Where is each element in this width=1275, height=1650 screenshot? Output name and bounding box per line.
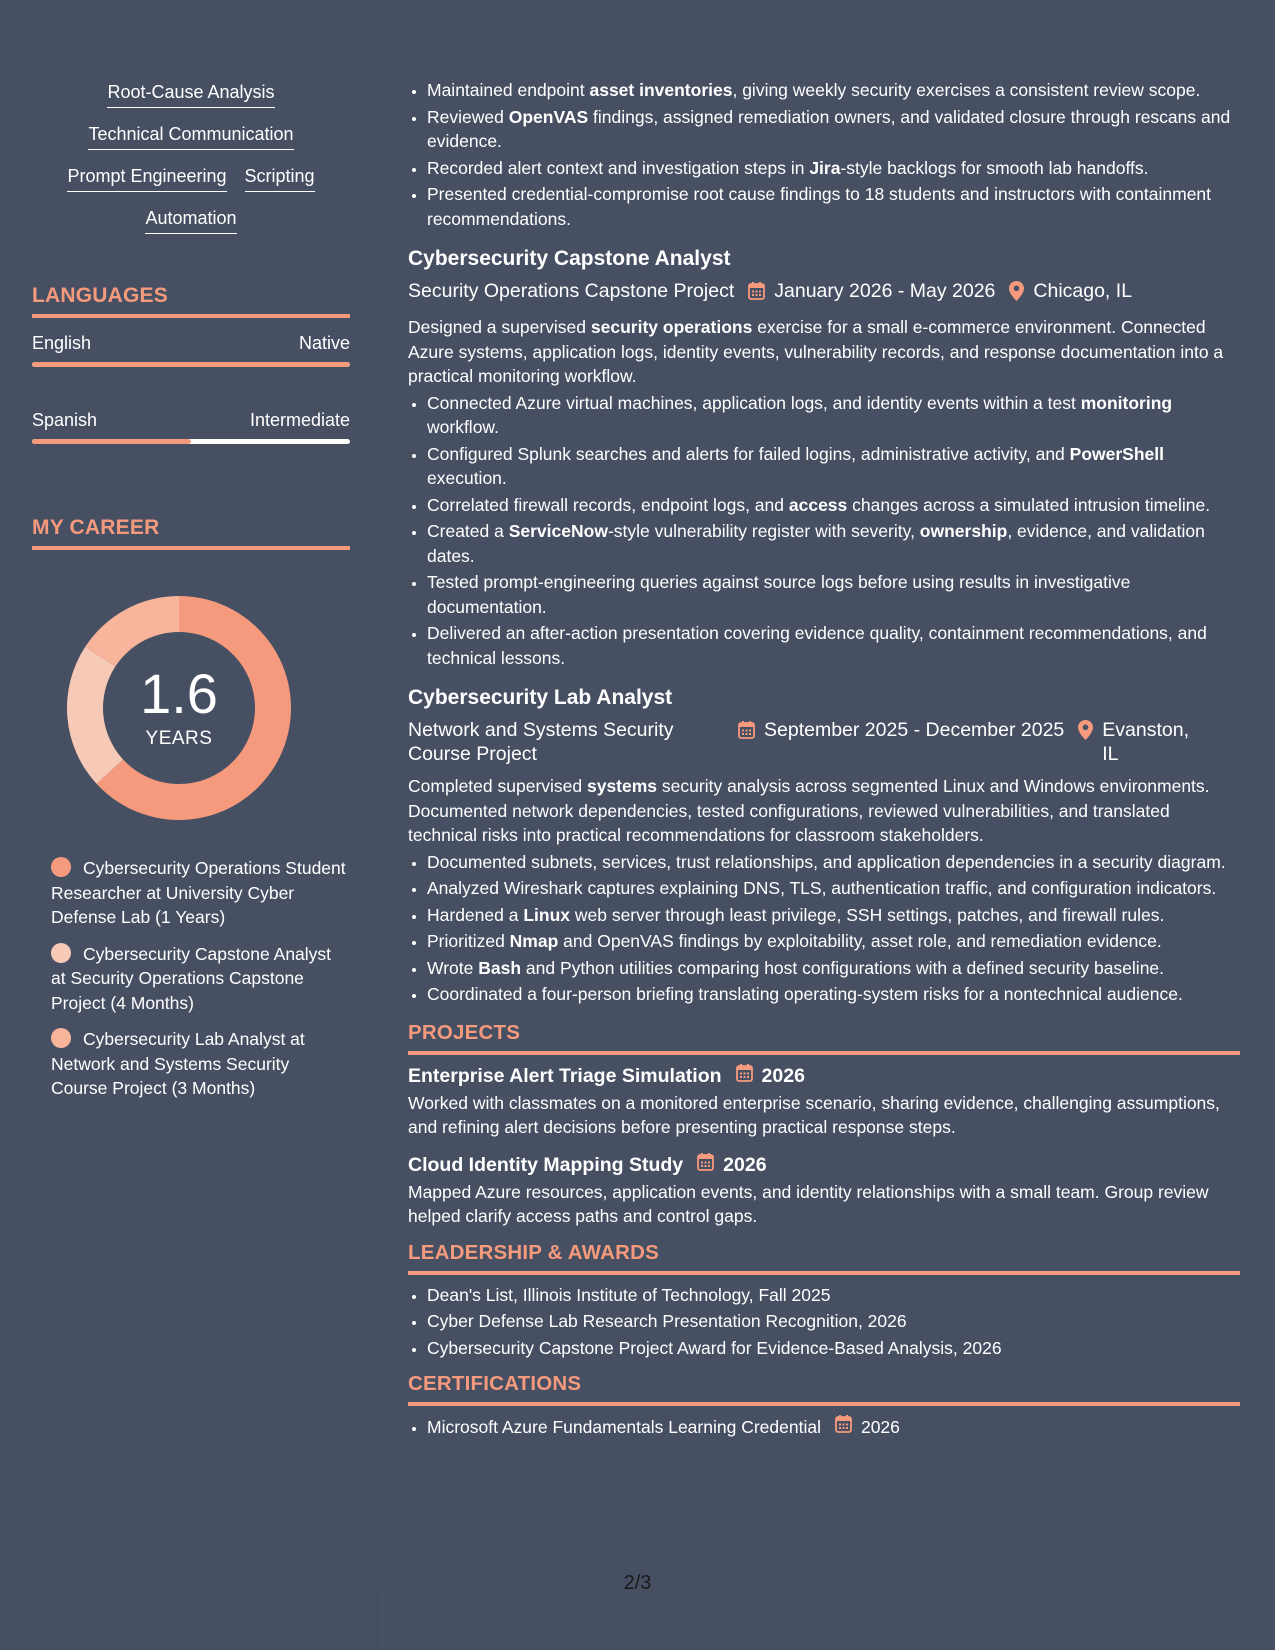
skill-tag: Automation [145,206,236,234]
main-content [408,78,1240,1442]
projects-heading: PROJECTS [408,1021,1240,1055]
career-legend-item [51,1027,350,1101]
career-legend-label: Cybersecurity Lab Analyst at Network and Systems Security Course Project (3 Months) [51,1029,305,1098]
language-level-bar [32,439,350,444]
job-description: Completed supervised systems security analysis across segmented Linux and Windows environments. Documented network dependencies, tested configurations, reviewed vulnerabilities, and translated technical risks into practical recommendations for classroom stakeholders. [408,776,1210,845]
language-item [32,330,350,367]
bullet-item: • Prioritized Nmap and OpenVAS findings by exploitability, asset role, and remediation evidence. [427,929,1240,954]
award-item: • Dean's List, Illinois Institute of Technology, Fall 2025 [427,1283,1240,1308]
project-year: 2026 [723,1153,767,1176]
career-legend-item [51,856,350,930]
previous-job-bullets [408,78,1240,231]
skills-list [32,80,350,234]
skill-row [145,206,236,234]
calendar-icon [748,281,765,306]
job-dates-text: September 2025 - December 2025 [764,719,1065,741]
career-total-value: 1.6 [140,662,218,725]
certifications-heading: CERTIFICATIONS [408,1372,1240,1406]
awards-section [408,1241,1240,1361]
projects-list [408,1063,1240,1229]
language-item [32,407,350,444]
legend-dot-icon [51,943,71,963]
awards-list [408,1283,1240,1361]
job-description: Designed a supervised security operations exercise for a small e-commerce environment. Connected Azure systems, application logs, identity events, vulnerability records, and response documentation into a practical monitoring workflow. [408,317,1224,386]
job-company: Network and Systems Security Course Project [408,719,674,765]
language-level-bar [32,362,350,367]
calendar-icon [738,720,755,745]
career-legend-item [51,942,350,1016]
language-row [32,407,350,433]
bullet-item: • Delivered an after-action presentation covering evidence quality, containment recommendations, and technical lessons. [427,621,1240,670]
job-location-text: Evanston, IL [1102,719,1189,765]
job-location [1064,718,1202,766]
bullet-item: • Hardened a Linux web server through least privilege, SSH settings, patches, and firewall rules. [427,903,1240,928]
sidebar [32,80,350,1113]
column-divider [382,1590,383,1650]
project-title [408,1152,1240,1178]
job-dates-text: January 2026 - May 2026 [774,280,996,302]
awards-heading: LEADERSHIP & AWARDS [408,1241,1240,1275]
career-total-unit: YEARS [145,728,213,749]
project-title [408,1063,1240,1089]
bullet-item: • Documented subnets, services, trust relationships, and application dependencies in a security diagram. [427,850,1240,875]
job-bullets [408,850,1240,1007]
skill-row [107,80,274,108]
projects-section [408,1021,1240,1229]
language-name: English [32,333,92,353]
calendar-icon [697,1152,714,1178]
page-number: 2/3 [623,1572,652,1594]
project-title-text: Cloud Identity Mapping Study [408,1153,684,1176]
location-pin-icon [1078,720,1093,746]
skill-tag: Technical Communication [88,122,293,150]
skill-tag: Prompt Engineering [67,164,226,192]
legend-dot-icon [51,857,71,877]
bullet-item: • Connected Azure virtual machines, application logs, and identity events within a test monitoring workflow. [427,391,1240,440]
job-location-text: Chicago, IL [1033,280,1133,302]
skill-tag: Root-Cause Analysis [107,80,274,108]
project-entry [408,1063,1240,1140]
job-meta [408,718,1240,766]
job-bullets [408,391,1240,671]
language-name: Spanish [32,410,98,430]
language-level-fill [32,362,350,367]
job-title: Cybersecurity Capstone Analyst [408,247,731,270]
award-item: • Cyber Defense Lab Research Presentation Recognition, 2026 [427,1309,1240,1334]
job-dates [734,279,995,306]
career-legend-label: Cybersecurity Capstone Analyst at Security Operations Capstone Project (4 Months) [51,943,332,1013]
calendar-icon [736,1063,753,1089]
languages-heading: LANGUAGES [32,284,350,318]
bullet-item: • Configured Splunk searches and alerts for failed logins, administrative activity, and PowerShell execution. [427,442,1240,491]
certification-name: • Microsoft Azure Fundamentals Learning Credential [427,1416,821,1437]
language-row [32,330,350,356]
skill-row [67,164,314,192]
calendar-icon [835,1414,852,1440]
certifications-list [408,1414,1240,1440]
job-dates [738,718,1064,745]
certifications-section [408,1372,1240,1440]
certification-year: 2026 [860,1416,900,1437]
bullet-item: • Maintained endpoint asset inventories, giving weekly security exercises a consistent review scope. [427,78,1240,103]
bullet-item: • Created a ServiceNow-style vulnerability register with severity, ownership, evidence, and validation dates. [427,519,1240,568]
skill-row [88,122,293,150]
location-pin-icon [1009,281,1024,307]
job-title: Cybersecurity Lab Analyst [408,686,673,709]
career-heading: MY CAREER [32,516,350,550]
project-year: 2026 [761,1064,805,1087]
language-level: Intermediate [249,410,350,430]
certification-item [427,1414,1240,1440]
job-entry [408,245,1240,670]
bullet-item: • Reviewed OpenVAS findings, assigned remediation owners, and validated closure through rescans and evidence. [427,105,1240,154]
jobs-list [408,245,1240,1007]
career-donut-chart [67,596,291,820]
bullet-item: • Analyzed Wireshark captures explaining DNS, TLS, authentication traffic, and configuration indicators. [427,876,1240,901]
project-title-text: Enterprise Alert Triage Simulation [408,1064,722,1087]
bullet-item: • Tested prompt-engineering queries against source logs before using results in investigative documentation. [427,570,1240,619]
project-entry [408,1152,1240,1229]
job-meta [408,279,1240,307]
bullet-item: • Recorded alert context and investigation steps in Jira-style backlogs for smooth lab handoffs. [427,156,1240,181]
skill-tag: Scripting [245,164,315,192]
bullet-item: • Coordinated a four-person briefing translating operating-system risks for a nontechnical audience. [427,982,1240,1007]
job-location [995,279,1132,307]
languages-list [32,330,350,444]
career-legend-label: Cybersecurity Operations Student Researcher at University Cyber Defense Lab (1 Years) [51,858,346,927]
language-level-fill [32,439,191,444]
job-entry [408,684,1240,1007]
project-description: Mapped Azure resources, application events, and identity relationships with a small team. Group review helped clarify access paths and control gaps. [408,1181,1209,1226]
career-section [32,516,350,1101]
bullet-item: • Correlated firewall records, endpoint logs, and access changes across a simulated intrusion timeline. [427,493,1240,518]
legend-dot-icon [51,1028,71,1048]
languages-section [32,284,350,444]
career-legend [32,856,350,1101]
job-company: Security Operations Capstone Project [408,280,735,302]
award-item: • Cybersecurity Capstone Project Award for Evidence-Based Analysis, 2026 [427,1336,1240,1361]
project-description: Worked with classmates on a monitored enterprise scenario, sharing evidence, challenging assumptions, and refining alert decisions before presenting practical response steps. [408,1092,1220,1137]
language-level: Native [298,333,350,353]
bullet-item: • Presented credential-compromise root cause findings to 18 students and instructors with containment recommendations. [427,182,1240,231]
certification-line [427,1414,900,1440]
bullet-item: • Wrote Bash and Python utilities comparing host configurations with a defined security baseline. [427,956,1240,981]
